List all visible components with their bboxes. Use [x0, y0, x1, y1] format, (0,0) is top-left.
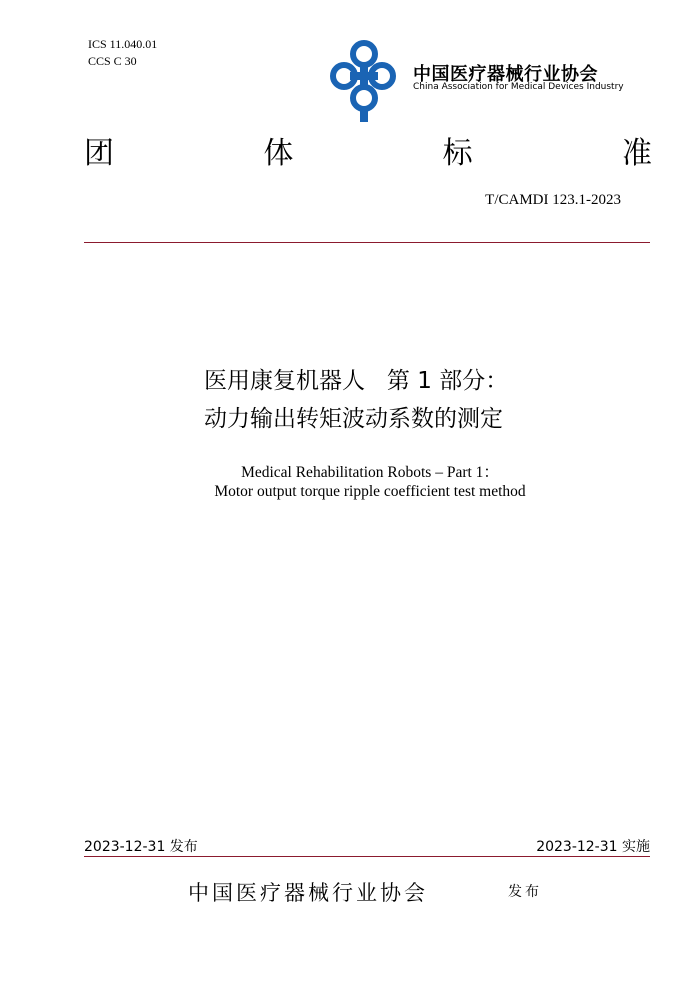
standard-number: T/CAMDI 123.1-2023 — [485, 192, 621, 208]
ccs-code: CCS C 30 — [88, 54, 137, 68]
standard-type-char: 标 — [442, 136, 473, 171]
bottom-divider — [84, 856, 650, 857]
top-divider — [84, 242, 650, 243]
standard-type-char: 准 — [621, 136, 652, 171]
issuer-name: 中国医疗器械行业协会 — [188, 881, 428, 905]
standard-type-title — [84, 130, 652, 170]
ics-code: ICS 11.040.01 — [88, 37, 158, 51]
title-cn-line-1: 医用康复机器人 第 1 部分： — [204, 368, 509, 394]
publish-date: 2023-12-31 发布 — [84, 839, 198, 855]
association-logo-icon — [330, 36, 420, 124]
association-name-en: China Association for Medical Devices Industry — [413, 82, 624, 92]
effective-date: 2023-12-31 实施 — [536, 839, 650, 855]
issuer-suffix: 发布 — [508, 884, 542, 900]
title-cn-line-2: 动力输出转矩波动系数的测定 — [204, 406, 503, 432]
standard-type-char: 体 — [263, 136, 294, 171]
standard-type-char: 团 — [84, 136, 114, 171]
title-en-line-1: Medical Rehabilitation Robots – Part 1： — [241, 464, 499, 481]
association-name-cn: 中国医疗器械行业协会 — [413, 64, 598, 85]
title-en-line-2: Motor output torque ripple coefficient test method — [214, 483, 526, 500]
